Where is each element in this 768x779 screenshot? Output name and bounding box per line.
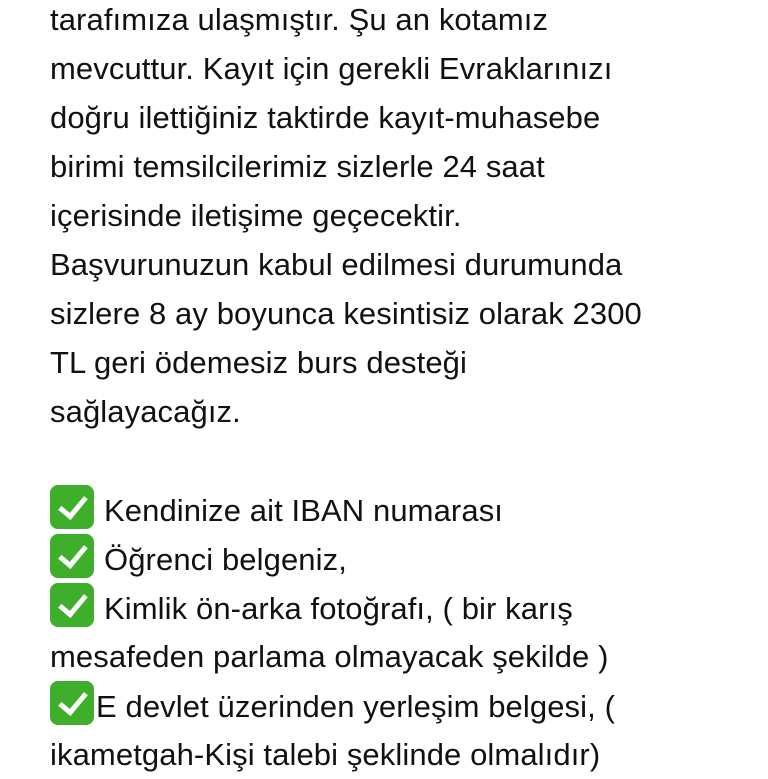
message-body [50, 0, 750, 779]
blank-line [50, 436, 750, 485]
message-text-line: birimi temsilcilerimiz sizlerle 24 saat [50, 149, 545, 184]
checklist-item-iban [50, 485, 750, 534]
check-mark-button-icon [50, 534, 94, 578]
message-text-line: doğru ilettiğiniz taktirde kayıt-muhasebe [50, 100, 601, 135]
checklist-item-residence-certificate [50, 681, 750, 730]
checklist-item-label: Öğrenci belgeniz, [104, 542, 347, 577]
checklist-item-continuation: ikametgah-Kişi talebi şeklinde olmalıdır) [50, 737, 601, 772]
checklist-item-student-certificate [50, 534, 750, 583]
message-text-line: sizlere 8 ay boyunca kesintisiz olarak 2300 [50, 296, 642, 331]
message-text-line: tarafımıza ulaşmıştır. Şu an kotamız [50, 2, 549, 37]
message-text-line: içerisinde iletişime geçecektir. [50, 198, 462, 233]
checklist-item-label: Kendinize ait IBAN numarası [104, 493, 504, 528]
message-text-line: TL geri ödemesiz burs desteği [50, 345, 468, 380]
checklist-item-label: Kimlik ön-arka fotoğrafı, ( bir karış [104, 591, 573, 626]
checklist-item-label: E devlet üzerinden yerleşim belgesi, ( [96, 689, 615, 724]
message-text-line: mevcuttur. Kayıt için gerekli Evraklarınızı [50, 51, 613, 86]
checklist-item-id-photo [50, 583, 750, 632]
checklist-item-continuation: mesafeden parlama olmayacak şekilde ) [50, 639, 609, 674]
check-mark-button-icon [50, 583, 94, 627]
message-text-line: sağlayacağız. [50, 394, 241, 429]
message-text-line: Başvurunuzun kabul edilmesi durumunda [50, 247, 623, 282]
check-mark-button-icon [50, 681, 94, 725]
check-mark-button-icon [50, 485, 94, 529]
